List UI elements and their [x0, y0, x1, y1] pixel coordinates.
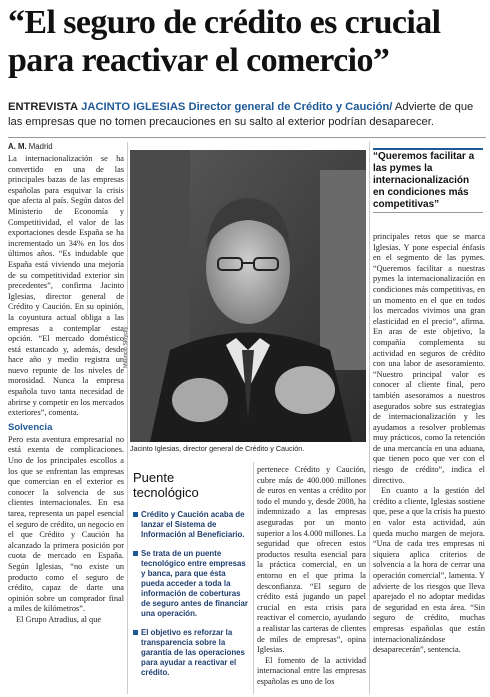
paragraph: El Grupo Atradius, al que	[16, 614, 102, 624]
column-divider	[127, 142, 128, 694]
subhead-solvencia: Solvencia	[8, 421, 53, 433]
portrait-photo	[130, 150, 366, 442]
paragraph: pertenece Crédito y Caución, cubre más de 400.000 millones de euros en ventas a crédito por todo el mundo y, desde 2008, ha indemnizado a las empresas aseguradas por un monto superior a los 4.000 millones. La seguridad que ofrecen estos productos resulta esencial para la práctica comercial, en un entorno en el que prima la desconfianza. “El seguro de crédito está jugando un papel crucial en esta crisis para reactivar el comercio, ayudando a realistar las carteras de clientes de miles de empresas”, opina Iglesias.	[257, 465, 366, 655]
paragraph: principales retos que se marca Iglesias. Y pone especial énfasis en el segmento de las pymes. “Queremos facilitar a nuestras pymes la internacionalización en condiciones más competitivas, en un momento en el que en todos los mercados vivimos una gran elasticidad en el precio”, afirma. En aras de este objetivo, la compañía complementa su actividad en seguros de crédito con una labor de asesoramiento. “Nuestro principal valor es conocer al cliente final, pero también asesoramos a nuestros asegurados sobre sus estrategias de internacionalización y les ayudamos a resolver problemas muy prácticos, como la retención de una mercancía en una aduana, que tienen poco que ver con el riesgo de crédito”, indica el directivo.	[373, 232, 485, 485]
byline-author: A. M.	[8, 142, 27, 151]
photo-caption: Jacinto Iglesias, director general de Crédito y Caución.	[130, 444, 305, 453]
paragraph: El fomento de la actividad internacional entre las empresas españolas es uno de los	[257, 655, 366, 686]
paragraph: En cuanto a la gestión del crédito a cliente, Iglesias sostiene que, pese a que la crisis ha puesto en valor esta actividad, aún queda mucho margen de mejora. “Una de cada tres empresas ni siquiera aplica criterios de solvencia a la hora de cerrar una operación comercial”, lamenta. Y advierte de los riesgos que lleva aparejado el no adoptar medidas de seguridad en esta área. “Sin seguro de crédito, muchas empresas españolas que están internacionalizándose desaparecerán”, sentencia.	[373, 486, 485, 655]
column-3	[257, 465, 366, 694]
list-item	[133, 549, 249, 619]
byline-place: Madrid	[28, 142, 53, 151]
square-bullet-icon	[133, 551, 138, 556]
list-item	[133, 628, 249, 678]
pullquote: “Queremos facilitar a las pymes la internacionalización en condiciones más competitivas”	[373, 151, 475, 210]
list-item-text: Crédito y Caución acaba de lanzar el Sistema de Información al Beneficiario.	[141, 510, 245, 539]
photo-credit: Mauricio Skrycky	[123, 326, 129, 368]
pullquote-rule	[373, 148, 483, 150]
pullquote-rule-bottom	[373, 212, 483, 213]
column-1	[8, 142, 124, 694]
lede-title: Director general de Crédito y Caución/	[188, 101, 393, 113]
lede	[8, 100, 486, 130]
column-divider	[253, 462, 254, 694]
lede-kicker: ENTREVISTA	[8, 101, 79, 113]
list-item-text: Se trata de un puente tecnológico entre empresas y banca, para que ésta pueda acceder a toda la información de coberturas de seguro antes de financiar una operación.	[141, 549, 248, 618]
lede-name: JACINTO IGLESIAS	[81, 101, 186, 113]
paragraph: La internacionalización se ha convertido en una de las principales bazas de las empresas españolas para esquivar la crisis que afecta al país. Según datos del Ministerio de Economía y Competitividad, el valor de las exportaciones desde España se ha incrementado un 34% en los dos últimos años. “Es indudable que España está viviendo una mejoría de su competitividad exterior sin precedentes”, confirma Jacinto Iglesias, director general de Crédito y Caución. En su opinión, la coyuntura actual obliga a las empresas a contemplar esta opción. “El mercado doméstico está estancado y, además, desde hace año y medio registra un nuevo repunte de los niveles de morosidad. Nunca la empresa española tuvo tanta necesidad de abrirse y competir en los mercados exteriores”, comenta.	[8, 154, 124, 418]
list-item	[133, 510, 249, 540]
box-title	[133, 470, 199, 500]
square-bullet-icon	[133, 512, 138, 517]
paragraph: Pero esta aventura empresarial no está exenta de complicaciones. Uno de los principales escollos a los que se enfrentan las empresas que comercian en el exterior es conocer la solvencia de sus clientes internacionales. En esa tarea, representa un papel esencial el seguro de crédito, un negocio en el que Crédito y Caución ha alcanzado la primera posición por cuota de mercado en España. Según Iglesias, “no existe un producto como el seguro de crédito, capaz de darte una opinión sobre un comprador final a miles de kilómetros”.	[8, 434, 124, 614]
box-title-line1: Puente	[133, 470, 175, 485]
column-divider	[369, 142, 370, 694]
portrait-illustration	[130, 150, 366, 442]
lede-text: Advierte de que las empresas que no tomen precauciones en su salto al exterior podrían desaparecer.	[8, 101, 474, 128]
list-item-text: El objetivo es reforzar la transparencia sobre la garantía de las operaciones para ayudar a reactivar el crédito.	[141, 628, 245, 677]
header-rule	[8, 137, 486, 138]
column-4	[373, 232, 485, 694]
headline: “El seguro de crédito es crucial para reactivar el comercio”	[8, 4, 441, 79]
box-title-line2: tecnológico	[133, 485, 199, 500]
square-bullet-icon	[133, 630, 138, 635]
box-list	[133, 510, 249, 687]
byline	[8, 142, 124, 152]
